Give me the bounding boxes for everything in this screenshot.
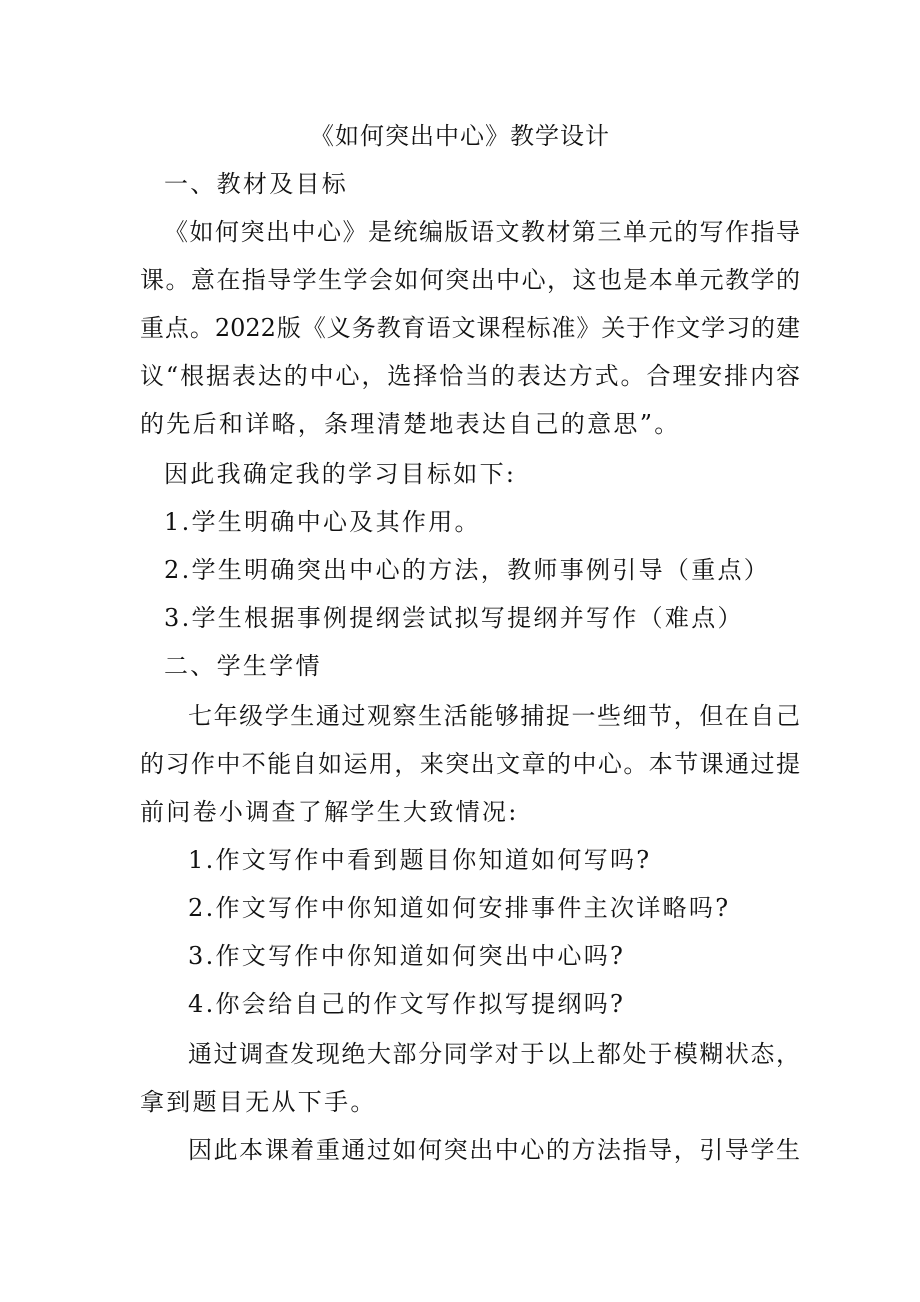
survey-question: 2.作文写作中你知道如何安排事件主次详略吗? [188, 894, 731, 922]
paragraph-line: 的先后和详略，条理清楚地表达自己的意思”。 [140, 410, 681, 438]
survey-question: 1.作文写作中看到题目你知道如何写吗? [188, 846, 652, 874]
section-heading-students: 二、学生学情 [164, 652, 322, 680]
paragraph-line: 的习作中不能自如运用，来突出文章的中心。本节课通过提 [140, 750, 800, 778]
survey-question: 3.作文写作中你知道如何突出中心吗? [188, 942, 626, 970]
goal-item: 1.学生明确中心及其作用。 [164, 508, 481, 536]
paragraph-line: 拿到题目无从下手。 [140, 1088, 377, 1116]
section-heading-materials: 一、教材及目标 [164, 170, 349, 198]
document-title: 《如何突出中心》教学设计 [310, 122, 610, 150]
paragraph-line: 因此我确定我的学习目标如下: [164, 460, 517, 488]
paragraph-line: 《如何突出中心》是统编版语文教材第三单元的写作指导 [164, 218, 800, 246]
paragraph-line: 前问卷小调查了解学生大致情况: [140, 798, 519, 826]
goal-item: 3.学生根据事例提纲尝试拟写提纲并写作（难点） [164, 604, 744, 632]
paragraph-line: 课。意在指导学生学会如何突出中心，这也是本单元教学的 [140, 266, 800, 294]
paragraph-line: 重点。2022版《义务教育语文课程标准》关于作文学习的建 [140, 314, 800, 342]
paragraph-line: 通过调查发现绝大部分同学对于以上都处于模糊状态， [188, 1040, 800, 1068]
paragraph-line: 七年级学生通过观察生活能够捕捉一些细节，但在自己 [188, 702, 800, 730]
paragraph-line: 议“根据表达的中心，选择恰当的表达方式。合理安排内容 [140, 362, 800, 390]
paragraph-line: 因此本课着重通过如何突出中心的方法指导，引导学生 [188, 1136, 800, 1164]
goal-item: 2.学生明确突出中心的方法，教师事例引导（重点） [164, 556, 771, 584]
survey-question: 4.你会给自己的作文写作拟写提纲吗? [188, 990, 626, 1018]
